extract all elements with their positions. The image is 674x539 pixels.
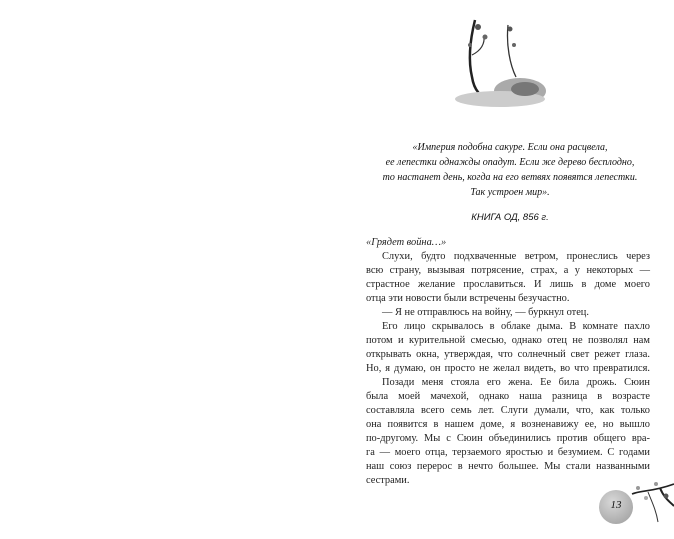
text-line: наш союз перерос в нечто большее. Мы стали названными <box>366 461 650 472</box>
text-line: всю страну, вызывая потрясение, страх, а у некоторых — <box>366 265 650 276</box>
body-text <box>366 236 650 488</box>
page-number: 13 <box>610 499 622 511</box>
text-line: сестрами. <box>366 475 410 486</box>
text-line: по-другому. Мы с Сюин объединились против общего вра- <box>366 433 650 444</box>
corner-branch-illustration <box>630 476 674 526</box>
text-line: она появится в нашем доме, я возненавижу ее, но вышло <box>366 419 650 430</box>
text-line: Позади меня стояла его жена. Ее била дрожь. Сюин <box>382 377 650 388</box>
sakura-branch-illustration <box>430 15 560 115</box>
text-line: га — моего отца, терзаемого яростью и безумием. С годами <box>366 447 650 458</box>
text-line: отца эти новости были встречены безучастно. <box>366 293 570 304</box>
epigraph <box>350 140 670 200</box>
epigraph-line: «Империя подобна сакуре. Если она расцвела, <box>412 142 608 153</box>
epigraph-line: Так устроен мир». <box>470 187 550 198</box>
text-line: Его лицо скрывалось в облаке дыма. В комнате пахло <box>382 321 650 332</box>
page-number-badge <box>599 490 633 524</box>
epigraph-line: то настанет день, когда на его ветвях появятся лепестки. <box>382 172 638 183</box>
epigraph-line: ее лепестки однажды опадут. Если же дерево бесплодно, <box>385 157 635 168</box>
text-line: составляла всего семь лет. Слуги думали, что, как только <box>366 405 650 416</box>
text-line: открывать окна, утверждая, что солнечный свет режет глаза. <box>366 349 650 360</box>
epigraph-attribution: КНИГА ОД, 856 г. <box>471 212 549 223</box>
text-line: Но, я думаю, он просто не желал видеть, во что превратился. <box>366 363 650 374</box>
text-line: страстное желание прославиться. И лишь в доме моего <box>366 279 650 290</box>
text-line: была моей мачехой, однако наша разница в возрасте <box>366 391 650 402</box>
text-line: потом и курительной смесью, однако отец не позволял нам <box>366 335 650 346</box>
text-line: — Я не отправлюсь на войну, — буркнул отец. <box>382 307 589 318</box>
text-line: «Грядет война…» <box>366 237 447 248</box>
text-line: Слухи, будто подхваченные ветром, пронеслись через <box>382 251 650 262</box>
